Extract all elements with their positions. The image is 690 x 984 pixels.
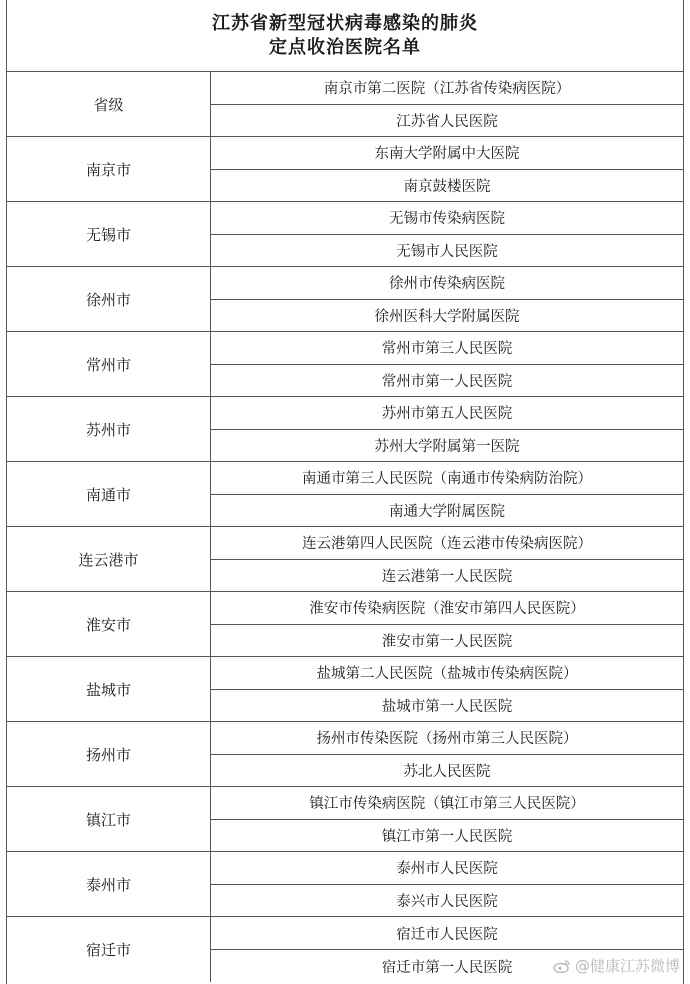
city-cell: 南通市 bbox=[7, 462, 211, 526]
hospital-list bbox=[211, 137, 683, 201]
hospital-cell: 泰兴市人民医院 bbox=[211, 884, 683, 917]
hospital-cell: 东南大学附属中大医院 bbox=[374, 146, 520, 163]
table-row bbox=[7, 852, 683, 917]
weibo-icon bbox=[553, 959, 571, 973]
hospital-list bbox=[211, 267, 683, 331]
hospital-cell: 淮安市第一人民医院 bbox=[211, 624, 683, 657]
hospital-cell: 宿迁市第一人民医院 bbox=[211, 949, 683, 982]
city-cell: 宿迁市 bbox=[7, 917, 211, 982]
table-row bbox=[7, 722, 683, 787]
title-line-2: 定点收治医院名单 bbox=[269, 36, 421, 58]
watermark-text: @健康江苏微博 bbox=[574, 957, 680, 975]
hospital-cell: 徐州市传染病医院 bbox=[389, 276, 505, 293]
hospital-cell: 淮安市传染病医院（淮安市第四人民医院） bbox=[309, 601, 585, 618]
hospital-cell: 连云港第四人民医院（连云港市传染病医院） bbox=[302, 536, 592, 553]
city-cell: 镇江市 bbox=[7, 787, 211, 851]
hospital-cell: 苏州市第五人民医院 bbox=[381, 406, 513, 423]
hospital-cell: 苏州大学附属第一医院 bbox=[211, 429, 683, 462]
hospital-cell: 无锡市人民医院 bbox=[211, 234, 683, 267]
hospital-list bbox=[211, 657, 683, 721]
city-cell: 常州市 bbox=[7, 332, 211, 396]
hospital-list bbox=[211, 592, 683, 656]
hospital-cell: 宿迁市人民医院 bbox=[396, 926, 498, 943]
hospital-list bbox=[211, 787, 683, 851]
hospital-cell: 泰州市人民医院 bbox=[396, 861, 498, 878]
table-row bbox=[7, 202, 683, 267]
hospital-list bbox=[211, 722, 683, 786]
hospital-list bbox=[211, 462, 683, 526]
city-cell: 淮安市 bbox=[7, 592, 211, 656]
table-title bbox=[7, 0, 683, 72]
hospital-list-table bbox=[6, 0, 684, 984]
hospital-cell: 南京市第二医院（江苏省传染病医院） bbox=[323, 81, 571, 98]
weibo-watermark bbox=[551, 955, 682, 976]
hospital-cell: 镇江市传染病医院（镇江市第三人民医院） bbox=[309, 796, 585, 813]
hospital-cell: 常州市第三人民医院 bbox=[381, 341, 513, 358]
hospital-cell: 江苏省人民医院 bbox=[211, 104, 683, 137]
hospital-cell: 南京鼓楼医院 bbox=[211, 169, 683, 202]
hospital-cell: 徐州医科大学附属医院 bbox=[211, 299, 683, 332]
hospital-cell: 扬州市传染医院（扬州市第三人民医院） bbox=[316, 731, 578, 748]
city-cell: 盐城市 bbox=[7, 657, 211, 721]
hospital-list bbox=[211, 332, 683, 396]
table-row bbox=[7, 527, 683, 592]
city-cell: 无锡市 bbox=[7, 202, 211, 266]
table-row bbox=[7, 592, 683, 657]
table-row bbox=[7, 787, 683, 852]
hospital-list bbox=[211, 397, 683, 461]
hospital-list bbox=[211, 527, 683, 591]
city-cell: 苏州市 bbox=[7, 397, 211, 461]
city-cell: 南京市 bbox=[7, 137, 211, 201]
hospital-list bbox=[211, 72, 683, 136]
city-cell: 徐州市 bbox=[7, 267, 211, 331]
table-row bbox=[7, 72, 683, 137]
hospital-cell: 无锡市传染病医院 bbox=[389, 211, 505, 228]
table-body bbox=[7, 72, 683, 982]
hospital-cell: 镇江市第一人民医院 bbox=[211, 819, 683, 852]
city-cell: 连云港市 bbox=[7, 527, 211, 591]
table-row bbox=[7, 397, 683, 462]
city-cell: 省级 bbox=[7, 72, 211, 136]
city-cell: 泰州市 bbox=[7, 852, 211, 916]
hospital-cell: 苏北人民医院 bbox=[211, 754, 683, 787]
title-line-1: 江苏省新型冠状病毒感染的肺炎 bbox=[212, 12, 478, 34]
hospital-cell: 常州市第一人民医院 bbox=[211, 364, 683, 397]
hospital-list bbox=[211, 852, 683, 916]
table-row bbox=[7, 462, 683, 527]
table-row bbox=[7, 137, 683, 202]
hospital-cell: 盐城市第一人民医院 bbox=[211, 689, 683, 722]
hospital-cell: 盐城第二人民医院（盐城市传染病医院） bbox=[316, 666, 578, 683]
table-row bbox=[7, 267, 683, 332]
hospital-list bbox=[211, 202, 683, 266]
hospital-cell: 南通大学附属医院 bbox=[211, 494, 683, 527]
city-cell: 扬州市 bbox=[7, 722, 211, 786]
hospital-cell: 连云港第一人民医院 bbox=[211, 559, 683, 592]
table-row bbox=[7, 657, 683, 722]
table-row bbox=[7, 332, 683, 397]
hospital-cell: 南通市第三人民医院（南通市传染病防治院） bbox=[302, 471, 592, 488]
